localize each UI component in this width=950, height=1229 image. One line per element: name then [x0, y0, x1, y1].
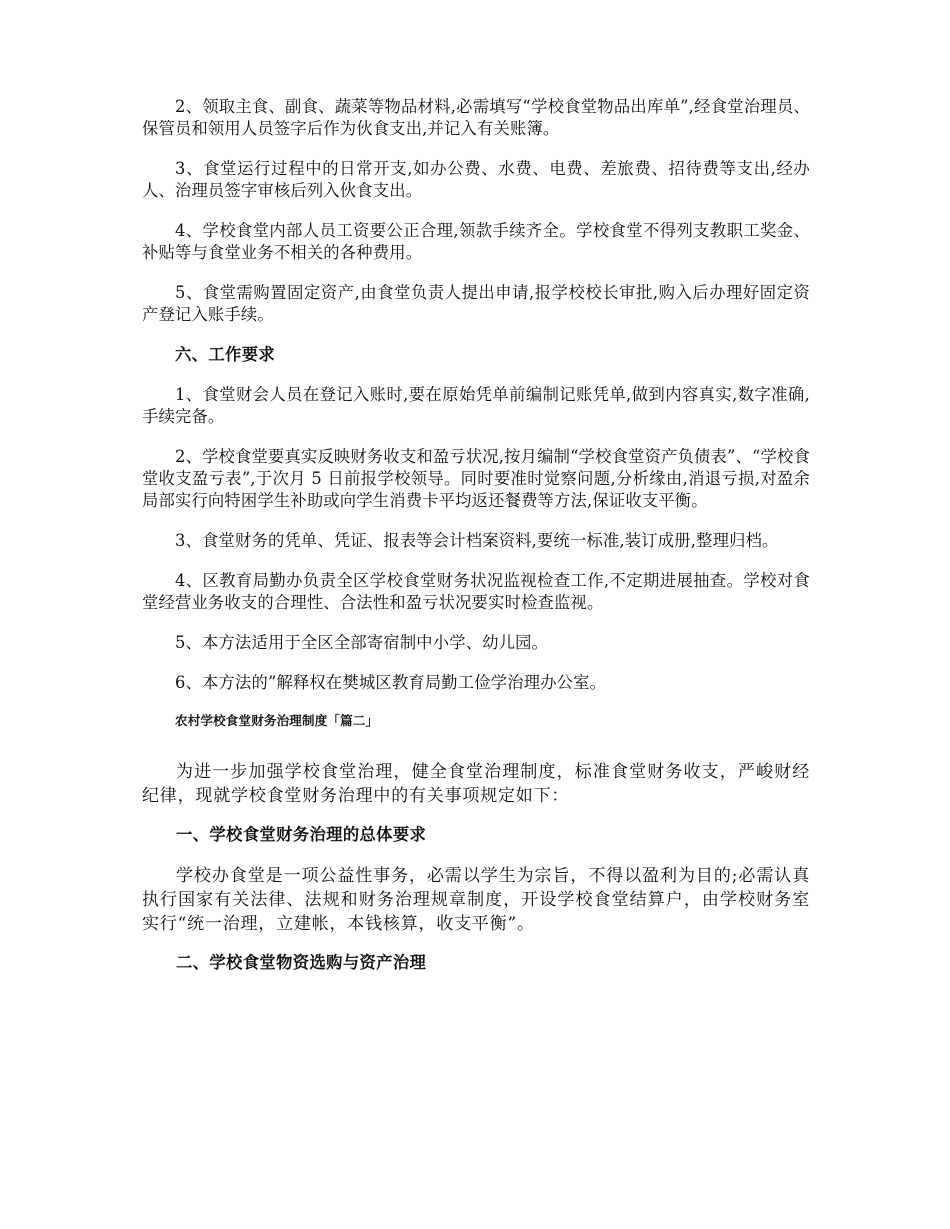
part-two-paragraph-1: 学校办食堂是一项公益性事务，必需以学生为宗旨，不得以盈利为目的;必需认真执行国家有关法律、法规和财务治理规章制度，开设学校食堂结算户，由学校财务室实行“统一治理，立建帐，本钱核算，收支平衡”。 [142, 866, 810, 934]
part-two-title: 农村学校食堂财务治理制度「篇二」 [175, 713, 379, 728]
section-six-item-6: 6、本方法的”解释权在樊城区教育局勤工俭学治理办公室。 [175, 673, 607, 692]
paragraph-item-3: 3、食堂运行过程中的日常开支,如办公费、水费、电费、差旅费、招待费等支出,经办人、治理员签字审核后列入伙食支出。 [142, 159, 810, 200]
part-two-heading-1: 一、学校食堂财务治理的总体要求 [176, 825, 427, 844]
paragraph-item-5: 5、食堂需购置固定资产,由食堂负责人提出申请,报学校校长审批,购入后办理好固定资产登记入账手续。 [142, 283, 810, 324]
section-six-item-1: 1、食堂财会人员在登记入账时,要在原始凭单前编制记账凭单,做到内容真实,数字准确,手续完备。 [142, 385, 810, 426]
section-six-heading: 六、工作要求 [175, 345, 276, 364]
section-six-item-5: 5、本方法适用于全区全部寄宿制中小学、幼儿园。 [175, 633, 549, 652]
part-two-intro: 为进一步加强学校食堂治理，健全食堂治理制度，标准食堂财务收支，严峻财经纪律，现就学校食堂财务治理中的有关事项规定如下： [142, 762, 810, 806]
section-six-item-4: 4、区教育局勤办负责全区学校食堂财务状况监视检查工作,不定期进展抽查。学校对食堂经营业务收支的合理性、合法性和盈亏状况要实时检查监视。 [142, 571, 810, 612]
document-page [142, 96, 810, 992]
paragraph-item-2: 2、领取主食、副食、蔬菜等物品材料,必需填写“学校食堂物品出库单”,经食堂治理员、保管员和领用人员签字后作为伙食支出,并记入有关账簿。 [142, 97, 810, 138]
paragraph-item-4: 4、学校食堂内部人员工资要公正合理,领款手续齐全。学校食堂不得列支教职工奖金、补贴等与食堂业务不相关的各种费用。 [142, 221, 810, 262]
part-two-heading-2: 二、学校食堂物资选购与资产治理 [176, 953, 427, 972]
section-six-item-2: 2、学校食堂要真实反映财务收支和盈亏状况,按月编制“学校食堂资产负债表”、“学校食堂收支盈亏表”,于次月 5 日前报学校领导。同时要准时觉察问题,分析缘由,消退亏损,对盈余局部实行向特困学生补助或向学生消费卡平均返还餐费等方法,保证收支平衡。 [142, 447, 810, 510]
section-six-item-3: 3、食堂财务的凭单、凭证、报表等会计档案资料,要统一标准,装订成册,整理归档。 [175, 531, 779, 550]
